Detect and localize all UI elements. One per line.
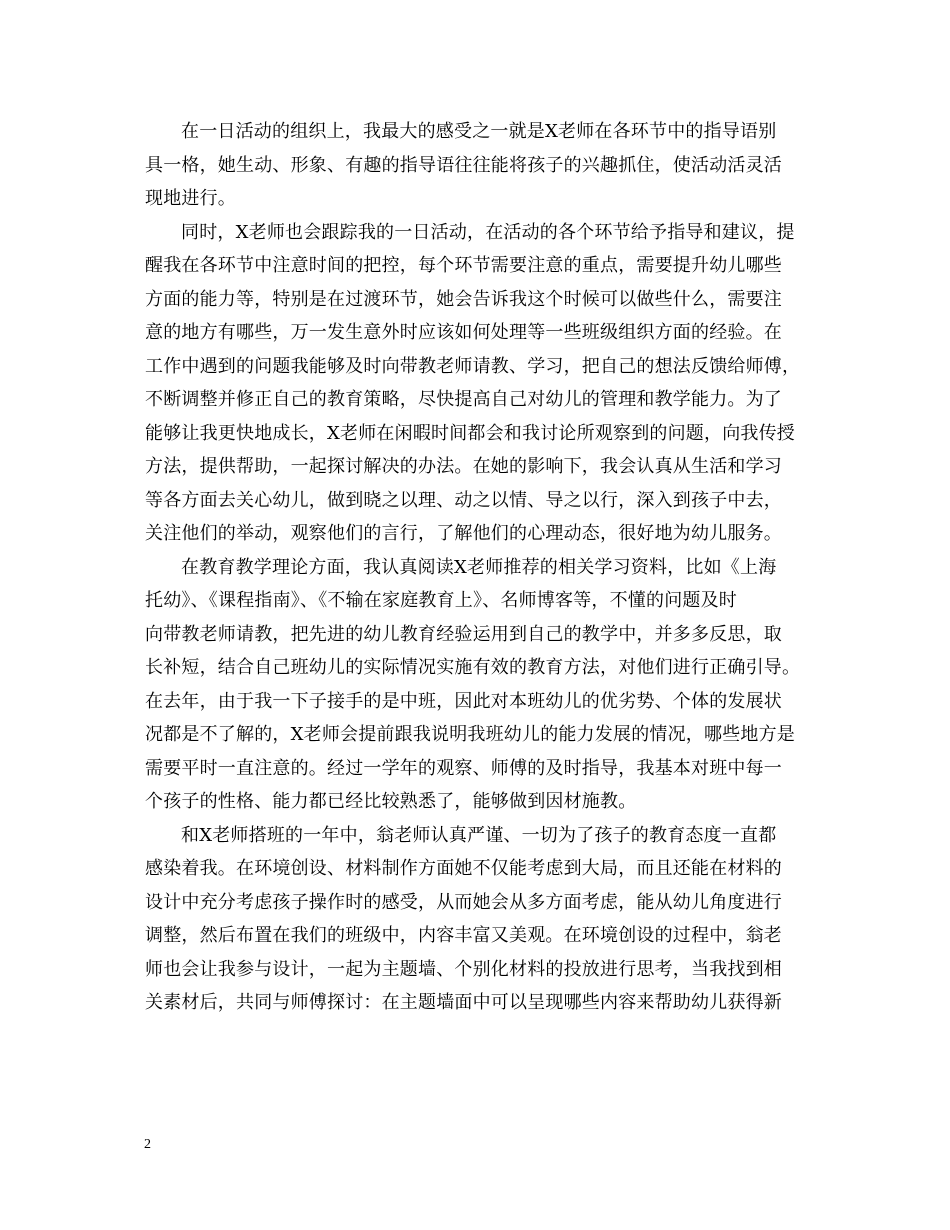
- paragraph-2: [145, 216, 810, 551]
- paragraph-1: [145, 115, 810, 216]
- text-line: 具一格，她生动、形象、有趣的指导语往往能将孩子的兴趣抓住，使活动活灵活: [145, 154, 782, 176]
- text-line: 关素材后，共同与师傅探讨：在主题墙面中可以呈现哪些内容来帮助幼儿获得新: [145, 992, 782, 1013]
- text-line: 方面的能力等，特别是在过渡环节，她会告诉我这个时候可以做些什么，需要注: [145, 288, 782, 310]
- text-line: 等各方面去关心幼儿，做到晓之以理、动之以情、导之以行，深入到孩子中去，: [145, 489, 782, 511]
- text-line: 现地进行。: [145, 188, 236, 209]
- text-line: 况都是不了解的，X老师会提前跟我说明我班幼儿的能力发展的情况，哪些地方是: [145, 724, 796, 745]
- text-line: 意的地方有哪些，万一发生意外时应该如何处理等一些班级组织方面的经验。在: [145, 322, 782, 343]
- text-line: 托幼》、《课程指南》、《不输在家庭教育上》、名师博客等，不懂的问题及时: [145, 590, 737, 611]
- text-line: 关注他们的举动，观察他们的言行，了解他们的心理动态，很好地为幼儿服务。: [145, 523, 782, 544]
- text-line: 向带教老师请教，把先进的幼儿教育经验运用到自己的教学中，并多多反思，取: [145, 623, 782, 645]
- paragraph-4: [145, 819, 810, 1020]
- text-line: 方法，提供帮助，一起探讨解决的办法。在她的影响下，我会认真从生活和学习: [145, 456, 782, 477]
- text-line: 需要平时一直注意的。经过一学年的观察、师傅的及时指导，我基本对班中每一: [145, 757, 782, 779]
- text-line: 能够让我更快地成长，X老师在闲暇时间都会和我讨论所观察到的问题，向我传授: [145, 422, 796, 444]
- text-line: 醒我在各环节中注意时间的把控，每个环节需要注意的重点，需要提升幼儿哪些: [145, 255, 782, 276]
- text-line: 在教育教学理论方面，我认真阅读X老师推荐的相关学习资料，比如《上海: [181, 556, 777, 578]
- text-line: 师也会让我参与设计，一起为主题墙、个别化材料的投放进行思考，当我找到相: [145, 958, 782, 980]
- text-line: 和X老师搭班的一年中，翁老师认真严谨、一切为了孩子的教育态度一直都: [181, 824, 777, 846]
- document-body: [145, 115, 810, 1020]
- text-line: 同时，X老师也会跟踪我的一日活动，在活动的各个环节给予指导和建议，提: [181, 221, 795, 243]
- paragraph-3: [145, 551, 810, 819]
- text-line: 在一日活动的组织上，我最大的感受之一就是X老师在各环节中的指导语别: [181, 121, 777, 142]
- text-line: 长补短，结合自己班幼儿的实际情况实施有效的教育方法，对他们进行正确引导。: [145, 657, 801, 678]
- text-line: 不断调整并修正自己的教育策略，尽快提高自己对幼儿的管理和教学能力。为了: [145, 389, 782, 410]
- text-line: 感染着我。在环境创设、材料制作方面她不仅能考虑到大局，而且还能在材料的: [145, 858, 782, 879]
- page-number: 2: [144, 1137, 151, 1152]
- text-line: 在去年，由于我一下子接手的是中班，因此对本班幼儿的优劣势、个体的发展状: [145, 690, 782, 712]
- text-line: 工作中遇到的问题我能够及时向带教老师请教、学习，把自己的想法反馈给师傅，: [145, 355, 801, 377]
- text-line: 个孩子的性格、能力都已经比较熟悉了，能够做到因材施教。: [145, 791, 637, 812]
- text-line: 调整，然后布置在我们的班级中，内容丰富又美观。在环境创设的过程中，翁老: [145, 925, 782, 946]
- text-line: 设计中充分考虑孩子操作时的感受，从而她会从多方面考虑，能从幼儿角度进行: [145, 891, 782, 913]
